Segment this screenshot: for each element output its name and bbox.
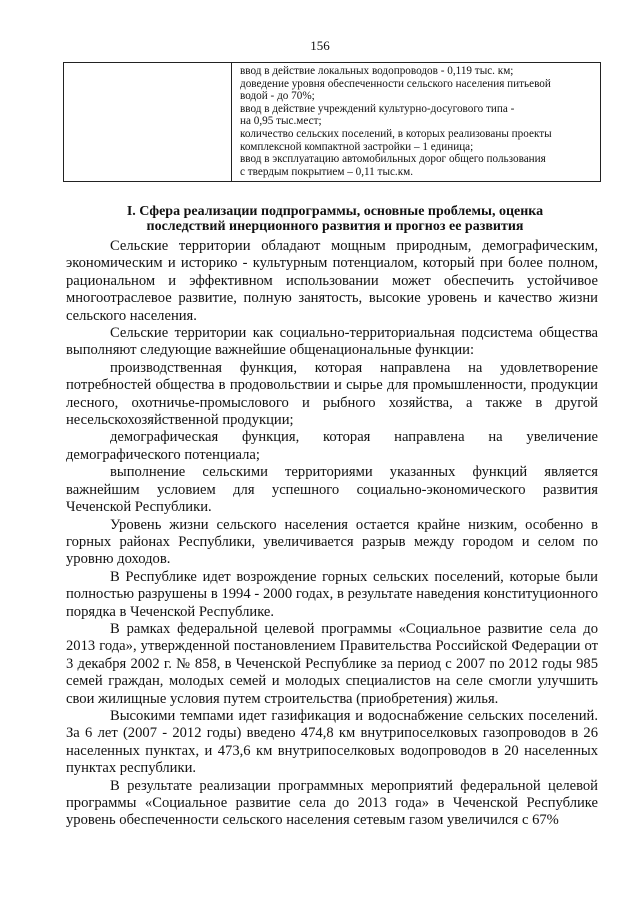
table-line: ввод в эксплуатацию автомобильных дорог общего пользования <box>240 153 546 166</box>
page-number: 156 <box>310 38 330 53</box>
section-heading-line1: I. Сфера реализации подпрограммы, основные проблемы, оценка <box>126 204 544 219</box>
paragraph: выполнение сельскими территориями указанных функций является важнейшим условием для успешного социально-экономического развития Чеченской Республики. <box>66 464 598 516</box>
table-line: с твердым покрытием – 0,11 тыс.км. <box>240 165 414 178</box>
paragraph: Высокими темпами идет газификация и водоснабжение сельских поселений. За 6 лет (2007 - 2012 годы) введено 474,8 км внутрипоселковых газопроводов в 26 населенных пунктах, и 473,6 км внутрипоселковых водопроводов в 20 населенных пунктах республики. <box>66 707 598 777</box>
paragraph: демографическая функция, которая направлена на увеличение демографического потенциала; <box>66 429 598 463</box>
table-line: ввод в действие локальных водопроводов - 0,119 тыс. км; <box>240 65 514 77</box>
section-heading <box>70 204 600 234</box>
paragraph: Сельские территории как социально-территориальная подсистема общества выполняют следующие важнейшие общенациональные функции: <box>66 325 598 359</box>
paragraph: В Республике идет возрождение горных сельских поселений, которые были полностью разрушены в 1994 - 2000 годах, в результате наведения конституционного порядка в Чеченской Республике. <box>66 568 598 620</box>
table-line: комплексной компактной застройки – 1 единица; <box>240 140 474 153</box>
table-line: ввод в действие учреждений культурно-досугового типа - <box>240 102 515 115</box>
table-left-cell <box>64 63 232 181</box>
paragraph: производственная функция, которая направлена на удовлетворение потребностей общества в продовольствии и сырье для промышленности, продукции лесного, охотничье-промыслового и рыбного хозяйства, а также в другой несельскохозяйственной продукции; <box>66 359 598 429</box>
paragraph: В результате реализации программных мероприятий федеральной целевой программы «Социальное развитие села до 2013 года» в Чеченской Республике уровень обеспеченности сельского населения сетевым газом увеличился с 67% <box>66 777 598 829</box>
table-line: водой - до 70%; <box>240 90 315 103</box>
table-right-cell <box>232 63 600 181</box>
table-line: на 0,95 тыс.мест; <box>240 115 322 128</box>
paragraph: В рамках федеральной целевой программы «Социальное развитие села до 2013 года», утвержденной постановлением Правительства Российской Федерации от 3 декабря 2002 г. № 858, в Чеченской Республике за период с 2007 по 2012 годы 985 семей граждан, молодых семей и молодых специалистов на селе смогли улучшить свои жилищные условия путем строительства (приобретения) жилья. <box>66 620 598 707</box>
table-line: доведение уровня обеспеченности сельского населения питьевой <box>240 77 551 90</box>
paragraph: Уровень жизни сельского населения остается крайне низким, особенно в горных районах Республики, увеличивается разрыв между городом и селом по уровню доходов. <box>66 516 598 568</box>
paragraph: Сельские территории обладают мощным природным, демографическим, экономическим и историко - культурным потенциалом, который при более полном, рациональном и эффективном использовании может обеспечить устойчивое многоотраслевое развитие, полную занятость, высокие уровень и качество жизни сельского населения. <box>66 238 598 324</box>
body-text <box>66 238 598 830</box>
table-line: количество сельских поселений, в которых реализованы проекты <box>240 127 552 140</box>
indicator-table <box>63 62 601 182</box>
section-heading-line2: последствий инерционного развития и прогноз ее развития <box>146 219 524 234</box>
